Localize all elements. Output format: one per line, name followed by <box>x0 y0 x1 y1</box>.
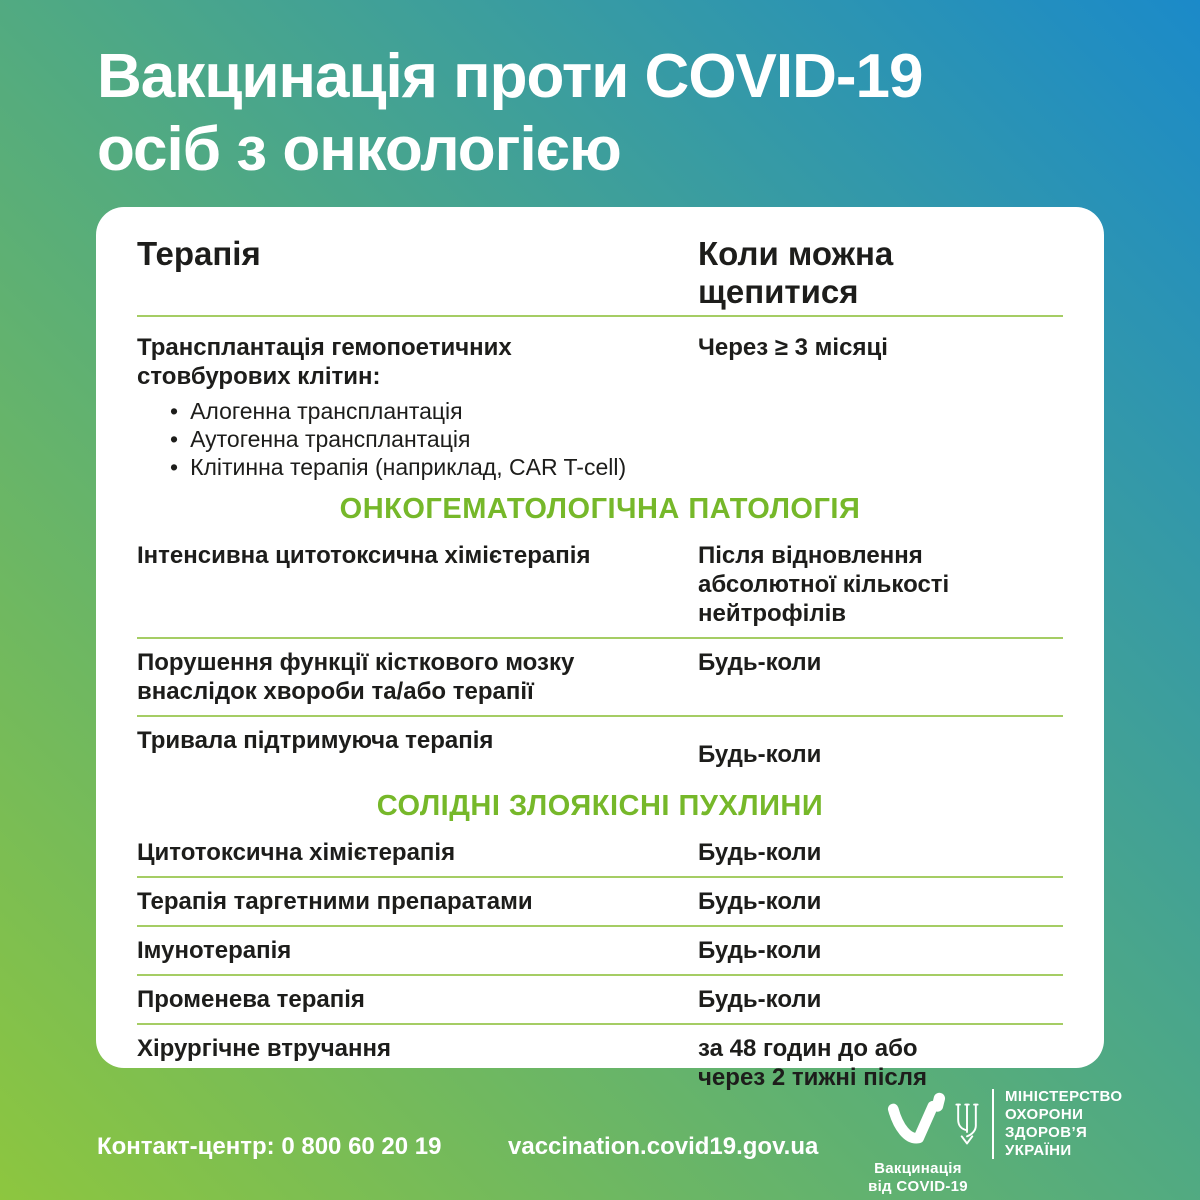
transplant-bullet-list <box>137 397 1063 481</box>
table-row-transplant <box>137 333 1063 391</box>
when-cell: Будь-коли <box>698 888 822 915</box>
when-cell-text: Після відновлення абсолютної кількості нейтрофілів <box>698 542 950 627</box>
table-row <box>137 927 1063 974</box>
ministry-logo-line2: ОХОРОНИ <box>1005 1106 1084 1123</box>
tryzub-icon <box>952 1101 982 1147</box>
bullet-item: • Клітинна терапія (наприклад, CAR T-cell) <box>170 453 1063 481</box>
therapy-cell: Трансплантація гемопоетичних стовбурових клітин: <box>137 334 512 390</box>
when-cell <box>698 1034 1028 1092</box>
bullet-item: • Алогенна трансплантація <box>170 397 1063 425</box>
bullet-item: • Аутогенна трансплантація <box>170 425 1063 453</box>
vaccination-logo-caption <box>862 1160 974 1196</box>
ministry-of-health-logo <box>952 1088 1122 1160</box>
table-row <box>137 829 1063 876</box>
column-header-therapy: Терапія <box>137 235 261 272</box>
website-link[interactable]: vaccination.covid19.gov.ua <box>508 1133 819 1160</box>
when-cell: Будь-коли <box>698 649 822 676</box>
when-cell: Будь-коли <box>698 741 822 768</box>
ministry-logo-line1: МІНІСТЕРСТВО <box>1005 1088 1123 1105</box>
table-row <box>137 1025 1063 1101</box>
therapy-cell: Інтенсивна цитотоксична хімієтерапія <box>137 542 591 569</box>
page-title-line1: Вакцинація проти COVID-19 <box>97 42 923 111</box>
table-row <box>137 976 1063 1023</box>
therapy-table-card <box>96 207 1104 1091</box>
table-row <box>137 878 1063 925</box>
when-cell <box>698 541 1028 628</box>
when-cell: Будь-коли <box>698 839 822 866</box>
v-checkmark-icon <box>886 1092 950 1150</box>
section-title-oncohematology: ОНКОГЕМАТОЛОГІЧНА ПАТОЛОГІЯ <box>339 493 861 525</box>
vaccination-logo-line1: Вакцинація <box>874 1160 962 1177</box>
therapy-cell: Імунотерапія <box>137 937 292 964</box>
therapy-cell: Цитотоксична хімієтерапія <box>137 839 456 866</box>
vaccination-logo-line2: від COVID-19 <box>868 1178 968 1195</box>
logo-separator <box>992 1089 994 1159</box>
table-row <box>137 639 1063 715</box>
column-header-when-label: Коли можна щепитися <box>698 235 894 310</box>
column-header-when <box>698 235 1028 311</box>
therapy-cell: Променева терапія <box>137 986 365 1013</box>
row-divider <box>137 315 1063 317</box>
page-title <box>97 40 1147 186</box>
when-cell: Будь-коли <box>698 937 822 964</box>
ministry-logo-line3: ЗДОРОВ’Я <box>1005 1124 1088 1141</box>
therapy-cell: Тривала підтримуюча терапія <box>137 727 494 754</box>
ministry-logo-caption <box>1005 1088 1122 1160</box>
when-cell-text: за 48 годин до або через 2 тижні після <box>698 1035 928 1091</box>
page-title-line2: осіб з онкологією <box>97 115 621 184</box>
therapy-cell: Терапія таргетними препаратами <box>137 888 533 915</box>
when-cell: Будь-коли <box>698 986 822 1013</box>
section-title-solid-tumors: СОЛІДНІ ЗЛОЯКІСНІ ПУХЛИНИ <box>376 790 824 822</box>
table-row <box>137 717 1063 778</box>
table-row <box>137 532 1063 637</box>
therapy-cell: Хірургічне втручання <box>137 1035 391 1062</box>
therapy-cell: Порушення функції кісткового мозку внаслідок хвороби та/або терапії <box>137 649 575 705</box>
when-cell: Через ≥ 3 місяці <box>698 334 888 361</box>
ministry-logo-line4: УКРАЇНИ <box>1005 1142 1072 1159</box>
table-header-row <box>137 235 1063 315</box>
contact-center-text: Контакт-центр: 0 800 60 20 19 <box>97 1133 442 1160</box>
